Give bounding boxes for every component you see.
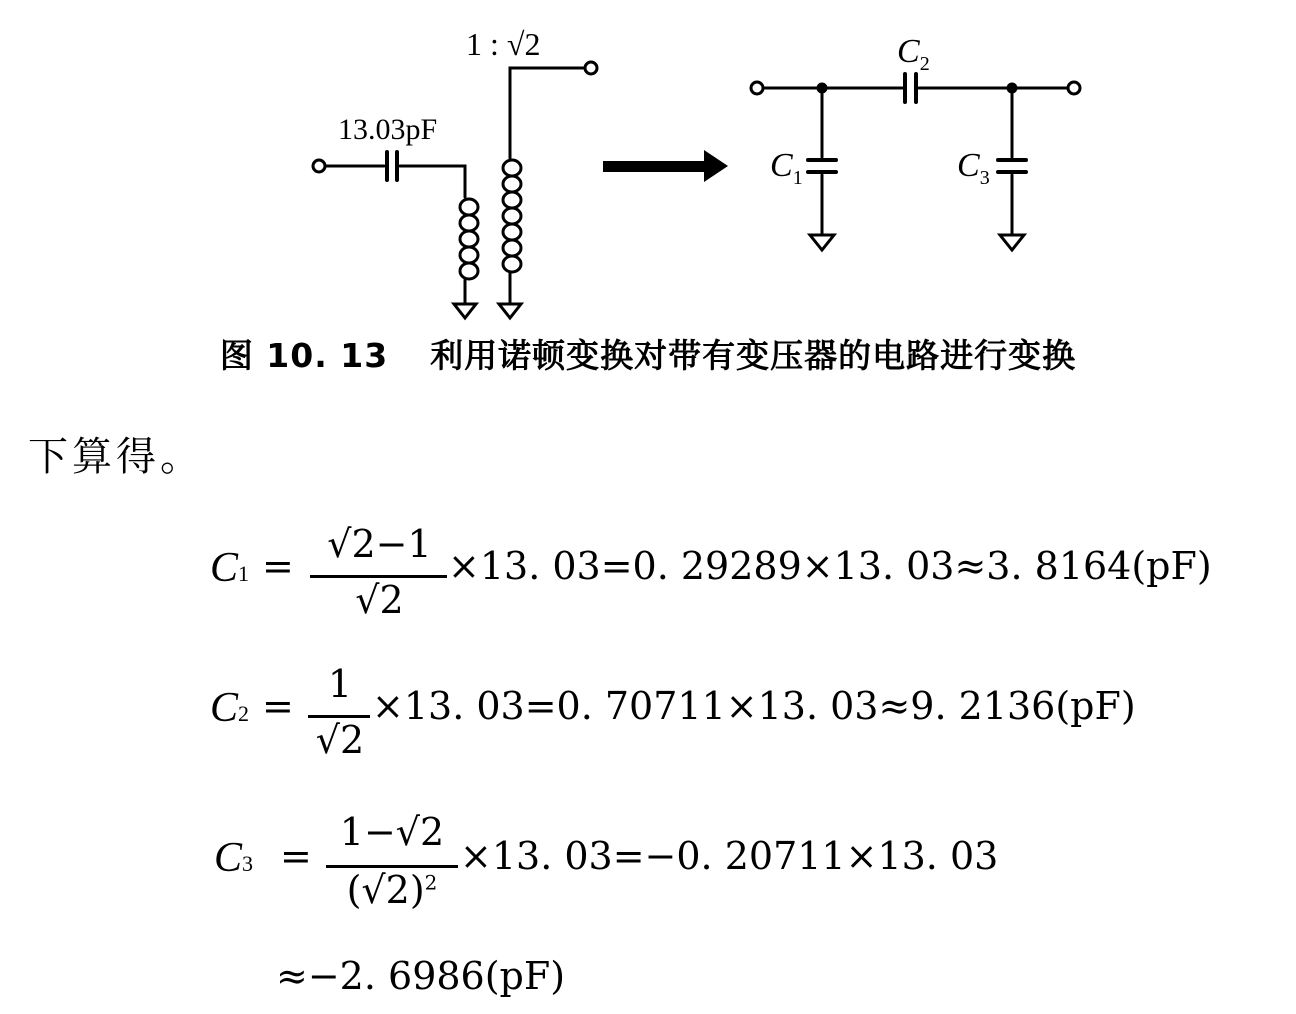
series-capacitor-symbol [387,152,397,180]
capacitor-value-label: 13.03pF [338,113,438,146]
capacitor-c2-symbol [905,74,916,102]
eq-superscript: 2 [424,870,438,895]
primary-wire [400,166,465,197]
figure-caption-text: 利用诺顿变换对带有变压器的电路进行变换 [430,336,1077,375]
equation-c3-line2: ≈−2. 6986(pF) [276,954,566,998]
figure-caption [0,330,1296,380]
eq-denominator: √2 [355,578,404,622]
eq-rest: ×13. 03=0. 29289×13. 03≈3. 8164(pF) [448,544,1212,588]
output-terminal [585,62,597,74]
output-terminal [1068,82,1080,94]
ratio-label: 1 : √2 [466,26,541,62]
ground-symbol [810,235,834,250]
eq-numerator: √2−1 [327,522,432,566]
ground-symbol [454,304,476,318]
eq-denominator: (√2) [346,868,425,912]
secondary-coil [503,160,521,272]
ground-symbol [1000,235,1024,250]
eq-variable: C [210,545,239,591]
figure-number: 图 10. 13 [219,336,389,375]
ground-symbol [499,304,521,318]
transform-arrow [603,150,728,182]
eq-equals: = [262,684,294,728]
eq-rest: ×13. 03=0. 70711×13. 03≈9. 2136(pF) [372,684,1136,728]
primary-coil [460,199,478,279]
circuit-figure [0,0,1296,330]
capacitor-c3-symbol [998,160,1026,172]
eq-variable: C [210,685,239,731]
eq-equals: = [280,834,312,878]
eq-rest: ×13. 03=−0. 20711×13. 03 [460,834,999,878]
secondary-wire [510,68,591,158]
eq-subscript: 1 [238,561,250,586]
eq-variable: C [214,835,243,881]
paragraph-text: 下算得。 [28,434,204,480]
label-c3: $C_3$ [957,147,990,189]
label-c1: $C_1$ [770,147,803,189]
label-c2: $C_2$ [897,33,930,75]
capacitor-c1-symbol [808,160,836,172]
eq-numerator: 1 [327,662,353,706]
eq-equals: = [262,544,294,588]
eq-numerator: 1−√2 [339,810,445,854]
input-terminal [751,82,763,94]
eq-subscript: 3 [242,851,254,876]
eq-subscript: 2 [238,701,250,726]
input-terminal [313,160,325,172]
eq-denominator: √2 [315,718,365,762]
